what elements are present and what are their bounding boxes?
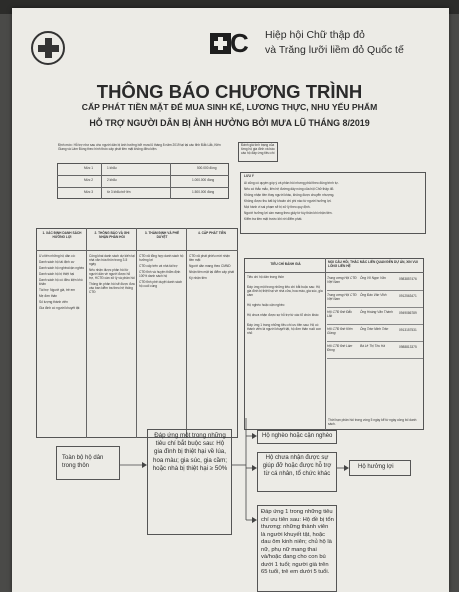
contact-phone: 0949086789	[399, 311, 417, 315]
org-name-line2: và Trăng lưỡi liềm đỏ Quốc tế	[265, 44, 404, 56]
step-item: Danh sách hộ có điều kiện khó khăn	[39, 278, 83, 286]
subtitle-1: CẤP PHÁT TIỀN MẶT ĐỂ MUA SINH KẾ, LƯƠNG THỰC, NHU YẾU PHẨM	[81, 102, 378, 112]
flow-criteria-text: Đáp ứng một trong những tiêu chí bắt buộc sau: Hộ gia đình bị thiệt hại về lúa, hoa màu; gia súc, gia cầm; hoặc nhà bị thiệt hại ≥ 50%	[152, 432, 228, 472]
level-amount: 500.000 đồng	[197, 166, 217, 170]
contact-role: Hội CTĐ tỉnh Kiên Giang	[327, 327, 353, 335]
criteria-item: Đáp ứng 1 trong những tiêu chí ưu tiên sau: Hộ có thành viên là người khuyết tật, hộ đơn thân nuôi con nhỏ	[247, 323, 322, 335]
criteria-item: Hộ nghèo hoặc cận nghèo	[247, 303, 285, 307]
org-name-line1: Hiệp hội Chữ thập đỏ	[265, 29, 365, 41]
criteria-item: Hộ chưa nhận được sự hỗ trợ từ các tổ chức khác	[247, 313, 319, 317]
note-item: Không nhận tiền thay người khác, không được chuyển nhượng.	[244, 193, 335, 197]
contact-role: Trung ương Hội CTĐ Việt Nam	[327, 276, 357, 284]
level-desc: từ 3 khẩu trở lên	[107, 190, 131, 194]
steps-header: 3. THẨM ĐỊNH VÀ PHÊ DUYỆT	[144, 231, 180, 239]
contact-name: Bà Lê Thị Thu Hà	[360, 344, 385, 348]
contact-role: Trung ương Hội CTĐ Việt Nam	[327, 293, 357, 301]
flow-beneficiary: Hộ hưởng lợi	[358, 464, 394, 470]
step-item: Người dân mang theo CMND	[189, 264, 231, 268]
notes-heading: LƯU Ý	[244, 174, 254, 178]
level-label: Mức 2	[84, 178, 94, 182]
flow-all-households: Toàn bộ hộ dân trong thôn	[62, 455, 104, 469]
step-item: Danh sách hộ tái định cư	[39, 260, 75, 264]
step-item: Danh sách hộ nghèo/cận nghèo	[39, 266, 85, 270]
step-item: CTĐ xã tổng hợp danh sách hộ hưởng lợi	[139, 254, 184, 262]
step-item: CTĐ tỉnh và huyện thẩm định 100% danh sách hộ	[139, 270, 181, 278]
note-item: Ai cũng có quyền góp ý và phản hồi nhưng phải theo đúng trình tự.	[244, 181, 339, 185]
step-item: Ưu tiên những hộ dân có:	[39, 254, 76, 258]
contact-role: Hội CTĐ tỉnh Đắk Lắk	[327, 310, 352, 318]
contact-name: Ông Trần Minh Trân	[360, 327, 389, 331]
steps-header: 2. THÔNG BÁO VÀ GHI NHẬN PHẢN HỒI	[94, 231, 130, 239]
note-item: Người hưởng lợi cần mang theo giấy tờ tùy thân khi nhận tiền.	[244, 211, 333, 215]
criteria-item: Đáp ứng một trong những tiêu chí bắt buộc sau: Hộ gia đình bị thiệt hại về nhà cửa, hoa màu, gia súc, gia cầm	[247, 285, 323, 297]
subtitle-2: HỖ TRỢ NGƯỜI DÂN BỊ ẢNH HƯỞNG BỞI MƯA LŨ THÁNG 8/2019	[89, 118, 370, 128]
contact-phone: 0988813375	[399, 345, 417, 349]
step-item: CTĐ xã phát phiếu mời nhận tiền mặt	[189, 254, 230, 262]
level-label: Mức 3	[84, 190, 94, 194]
step-item: Số lượng thành viên	[39, 300, 68, 304]
contact-name: Ông Võ Ngọc Văn	[360, 276, 386, 280]
step-item: Công khai danh sách dự kiến tại nhà văn hóa thôn trong 3-5 ngày	[89, 254, 135, 266]
contact-phone: 0913157531	[399, 328, 417, 332]
step-item: Nhận tiền mặt tại điểm cấp phát	[189, 270, 235, 274]
step-item: CTĐ cấp trên và nhà tài trợ	[139, 264, 178, 268]
level-amount: 1.000.000 đồng	[192, 178, 215, 182]
step-item: Nếu nhận được phản hồi từ người dân về người được hỗ trợ, HCTĐ cần xử lý và phản hồi	[89, 268, 135, 280]
level-label: Mức 1	[84, 166, 94, 170]
level-desc: 2 khẩu	[107, 178, 117, 182]
criteria-header-left: TIÊU CHÍ ĐÁNH GIÁ	[270, 262, 301, 266]
step-item: Thông tin phản hồi sẽ được đưa vào ban kiểm tra theo hệ thống CTĐ	[89, 282, 135, 294]
note-item: Kiểm tra tiền mặt trước khi rời điểm phát.	[244, 217, 303, 221]
step-item: Tài trợ: Người già, trẻ em	[39, 288, 76, 292]
contact-name: Ông Hoàng Văn Thành	[360, 310, 393, 314]
step-item: CTĐ tỉnh phê duyệt danh sách hộ cuối cùng	[139, 280, 183, 288]
flow-not-received: Hộ chưa nhận được sự giúp đỡ hoặc được hỗ trợ từ cá nhân, tổ chức khác	[262, 455, 332, 477]
criteria-item: Tiêu chí hộ dân trong thôn	[247, 275, 285, 279]
page-title: THÔNG BÁO CHƯƠNG TRÌNH	[96, 81, 363, 102]
contact-phone: 0912563471	[399, 294, 417, 298]
criteria-header-right: MỌI CÂU HỎI, THẮC MẮC LIÊN QUAN ĐẾN DỰ ÁN, XIN VUI LÒNG LIÊN HỆ	[328, 260, 418, 268]
flow-near-poor: Hộ nghèo hoặc cận nghèo	[262, 433, 333, 439]
steps-header: 1. XÁC ĐỊNH DANH SÁCH HƯỞNG LỢI	[42, 231, 82, 239]
step-item: Ký nhận tiền	[189, 276, 207, 280]
level-desc: 1 khẩu	[107, 166, 117, 170]
step-item: Danh sách hộ bị thiệt hại	[39, 272, 75, 276]
level-amount: 1.500.000 đồng	[192, 190, 215, 194]
intro-text: Định mức: Hỗ trợ như sau cho người dân bị ảnh hưởng bởi mưa lũ tháng 8 năm 2019 tại tại các tỉnh Đắk Lắk, Kiên Giang và Lâm Đồng theo hình thức cấp phát tiền mặt không điều kiện.	[58, 143, 221, 151]
criteria-footer: Thời hạn phản hồi trong vòng 5 ngày kể từ ngày công bố danh sách.	[328, 418, 417, 426]
note-item: Nếu có thắc mắc, liên hệ đường dây nóng của hội Chữ thập đỏ.	[244, 187, 335, 191]
contact-phone: 0983857476	[399, 277, 417, 281]
note-item: Không được thu bất kỳ khoản chi phí nào từ người hưởng lợi.	[244, 199, 332, 203]
contact-name: Ông Đào Văn Vĩnh	[360, 293, 387, 297]
contact-role: Hội CTĐ tỉnh Lâm Đồng	[327, 344, 353, 352]
flow-priority: Đáp ứng 1 trong những tiêu chí ưu tiên sau: Hộ đề bị tổn thương: những thành viên là người khuyết tật, hoặc dau ôm kinh niên; chủ hộ là nữ, phụ nữ mang thai và/hoặc đang cho con bú dưới 1 tuổi; người già trên 65 tuổi, trẻ em dưới 5 tuổi.	[261, 509, 334, 576]
steps-header: 4. CẤP PHÁT TIỀN	[198, 231, 226, 235]
note-item: Mọi hành vi sai phạm sẽ bị xử lý theo quy định.	[244, 205, 311, 209]
step-item: Mẹ đơn thân	[39, 294, 58, 298]
right-note: Đánh giá tình trạng của từng hộ gia đình và báo cáo hộ đáp ứng tiêu chí	[241, 143, 275, 155]
step-item: Gia đình có người khuyết tật	[39, 306, 80, 310]
